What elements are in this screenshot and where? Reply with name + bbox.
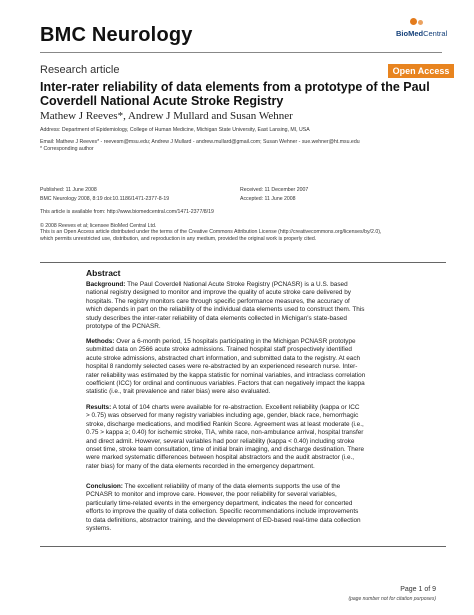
abstract-line: A total of 104 charts were available for re-abstraction. Excellent reliability (kappa or ICC — [112, 404, 360, 411]
abstract-line: coefficient (ICC) for ordinal and continuous variables. Factors that can negatively impact the kappa — [86, 380, 365, 388]
copyright: © 2008 Reeves et al; licensee BioMed Central Ltd. — [40, 223, 157, 229]
abstract-line: which depends in part on the reliability of the individual data elements used to construct them. This — [86, 306, 365, 314]
journal-title: BMC Neurology — [40, 24, 193, 46]
section-label: Results: — [86, 404, 112, 411]
logo-text — [396, 29, 447, 38]
abstract-heading: Abstract — [86, 268, 121, 278]
biomed-central-logo — [396, 18, 456, 44]
affiliation: Address: Department of Epidemiology, College of Human Medicine, Michigan State University, East Lansing, MI, USA — [40, 127, 310, 133]
abstract-line: study describes the inter-rater reliability of data elements collected in Michigan's state-based — [86, 314, 347, 322]
abstract-line: prototype of the PCNASR. — [86, 323, 161, 331]
abstract-line: submitted data on 2566 acute stroke admissions. Trained hospital staff prospectively identified — [86, 346, 352, 354]
authors: Mathew J Reeves*, Andrew J Mullard and Susan Wehner — [40, 110, 293, 122]
abstract-background — [86, 281, 450, 331]
abstract-line: onset time, stroke team consultation, time of initial brain imaging, and discharge destination. There — [86, 446, 365, 454]
corresponding-author-note: * Corresponding author — [40, 146, 94, 152]
abstract-bottom-divider — [40, 546, 446, 547]
abstract-conclusion — [86, 483, 450, 533]
publication-info — [40, 186, 169, 204]
section-label: Methods: — [86, 338, 115, 345]
open-access-badge: Open Access — [388, 64, 454, 78]
abstract-line: 0.75 > kappa ≥; 0.40) for ischemic stroke, TIA, white race, non-ambulance arrival, hospital transfer — [86, 429, 364, 437]
abstract-line: rater reliability was estimated by the kappa statistic for nominal variables, and intraclass correlation — [86, 371, 366, 379]
citation: BMC Neurology 2008, 8:19 doi:10.1186/1471-2377-8-19 — [40, 196, 170, 202]
abstract-line: national registry designed to monitor and improve the quality of acute stroke care delivered by — [86, 289, 352, 297]
abstract-line: to data definitions, abstractor training, and the development of ED-based real-time data collection — [86, 516, 361, 524]
section-label: Conclusion: — [86, 483, 123, 490]
license-line: which permits unrestricted use, distribution, and reproduction in any medium, provided the original work is properly cited. — [40, 236, 317, 242]
abstract-line: stroke, discharge medications, and modified Rankin Score. Agreement was at least moderate (i.e., — [86, 420, 364, 428]
abstract-line: hospitals. The registry monitors care through specific performance measures, the accuracy of — [86, 297, 350, 305]
abstract-line: and direct admit. However, several variables had poor reliability (kappa < 0.40) including stroke — [86, 437, 355, 445]
page-number-note: (page number not for citation purposes) — [348, 596, 436, 602]
logo-dot-icon — [410, 18, 417, 25]
received-date: Received: 11 December 2007 — [240, 187, 309, 193]
abstract-line: The Paul Coverdell National Acute Stroke Registry (PCNASR) is a U.S. based — [127, 281, 348, 288]
abstract-line: Over a 6-month period, 15 hospitals participating in the Michigan PCNASR prototype — [116, 338, 356, 345]
published-date: Published: 11 June 2008 — [40, 187, 97, 193]
abstract-line: particularly time-related events in the emergency department, indicates the need for concerted — [86, 499, 353, 507]
title-line: Coverdell National Acute Stroke Registry — [40, 94, 284, 108]
abstract-line: > 0.75) was observed for many registry variables including age, gender, black race, hemorrhagic — [86, 412, 359, 420]
abstract-line: hospital 8 randomly selected cases were re-abstracted by an experienced research nurse. Inter- — [86, 363, 358, 371]
dates-info — [240, 186, 308, 204]
abstract-line: PCNASR to monitor and improve care. However, the poor reliability for several variables, — [86, 491, 337, 499]
abstract-line: The excellent reliability of many of the data elements supports the use of the — [124, 483, 341, 490]
license-line: This is an Open Access article distributed under the terms of the Creative Commons Attribution License (http://creativecommons.org/licenses/by/2.0), — [40, 229, 382, 235]
article-title — [40, 80, 460, 108]
accepted-date: Accepted: 11 June 2008 — [240, 196, 296, 202]
abstract-line: acute stroke admissions, abstracted chart information, and submitted data to the registry. At each — [86, 354, 361, 362]
abstract-line: statistic (i.e., trait prevalence and rater bias) were also evaluated. — [86, 388, 271, 396]
abstract-line: were marked systematic differences between hospital abstractors and the audit abstractor (i.e., — [86, 454, 355, 462]
abstract-line: systems. — [86, 525, 112, 533]
abstract-line: rater bias) for many of the data elements recorded in the emergency department. — [86, 462, 315, 470]
logo-text-bold: BioMed — [396, 29, 424, 38]
article-type: Research article — [40, 64, 120, 76]
email-list: Email: Mathew J Reeves* - reevesm@msu.edu; Andrew J Mullard - andrew.mullard@gmail.com; Susan Wehner - sue.wehner@ht.msu.edu — [40, 139, 360, 145]
article-url: This article is available from: http://www.biomedcentral.com/1471-2377/8/19 — [40, 209, 214, 215]
license-text — [40, 229, 460, 243]
page-number: Page 1 of 9 — [400, 586, 436, 593]
logo-text-light: Central — [423, 29, 448, 38]
logo-dot-small-icon — [418, 20, 423, 25]
abstract-results — [86, 404, 450, 471]
title-line: Inter-rater reliability of data elements from a prototype of the Paul — [40, 80, 430, 94]
header-divider — [40, 52, 442, 53]
section-label: Background: — [86, 281, 126, 288]
abstract-line: efforts to improve the quality of data collection. Specific recommendations include improvements — [86, 508, 359, 516]
abstract-methods — [86, 338, 450, 397]
